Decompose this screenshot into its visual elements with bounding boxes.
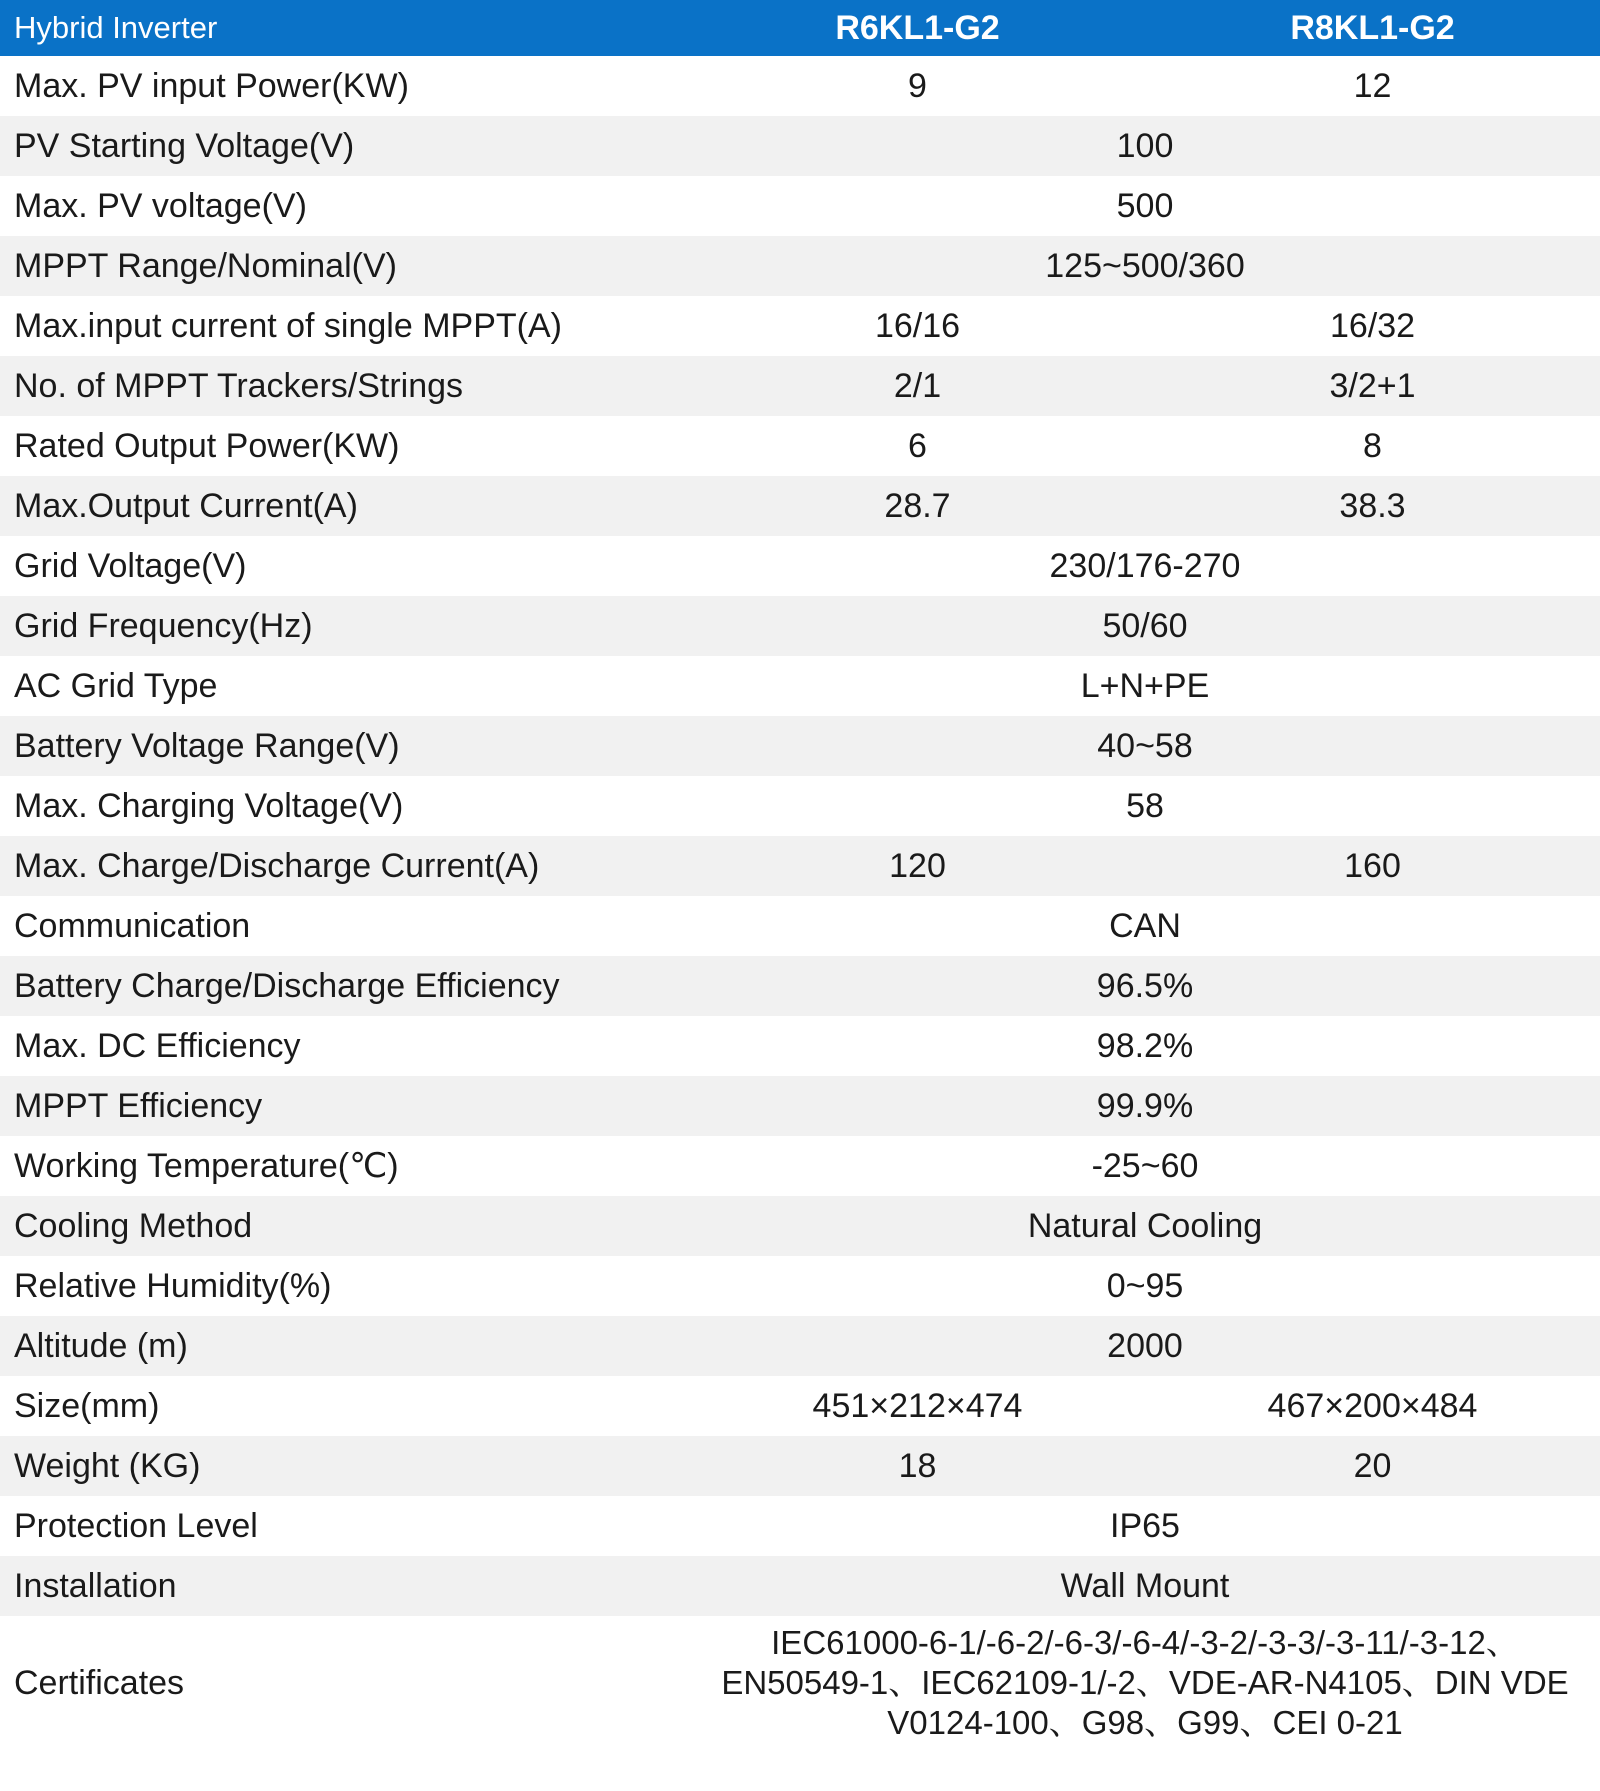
table-row bbox=[0, 176, 1600, 236]
table-row bbox=[0, 776, 1600, 836]
row-label: Working Temperature(℃) bbox=[0, 1136, 690, 1196]
row-value-model-b: 3/2+1 bbox=[1145, 356, 1600, 416]
row-value-model-b: 8 bbox=[1145, 416, 1600, 476]
row-label: Grid Frequency(Hz) bbox=[0, 596, 690, 656]
row-value-shared: 100 bbox=[690, 116, 1600, 176]
row-value-model-a: 16/16 bbox=[690, 296, 1145, 356]
row-label: Grid Voltage(V) bbox=[0, 536, 690, 596]
row-label: Max. PV input Power(KW) bbox=[0, 56, 690, 116]
row-value-shared: 230/176-270 bbox=[690, 536, 1600, 596]
row-value-shared: CAN bbox=[690, 896, 1600, 956]
row-value-model-b: 38.3 bbox=[1145, 476, 1600, 536]
table-row bbox=[0, 896, 1600, 956]
table-row bbox=[0, 1556, 1600, 1616]
row-value-shared: 96.5% bbox=[690, 956, 1600, 1016]
row-value-model-a: 9 bbox=[690, 56, 1145, 116]
row-label: AC Grid Type bbox=[0, 656, 690, 716]
row-label: No. of MPPT Trackers/Strings bbox=[0, 356, 690, 416]
row-label: Communication bbox=[0, 896, 690, 956]
row-label: Size(mm) bbox=[0, 1376, 690, 1436]
table-row bbox=[0, 1496, 1600, 1556]
table-row bbox=[0, 1256, 1600, 1316]
row-label: Protection Level bbox=[0, 1496, 690, 1556]
row-value-shared: 58 bbox=[690, 776, 1600, 836]
row-value-shared: 0~95 bbox=[690, 1256, 1600, 1316]
row-value-model-a: 451×212×474 bbox=[690, 1376, 1145, 1436]
row-value-shared: 500 bbox=[690, 176, 1600, 236]
table-row bbox=[0, 1136, 1600, 1196]
row-value-model-b: 467×200×484 bbox=[1145, 1376, 1600, 1436]
row-label: Max. Charge/Discharge Current(A) bbox=[0, 836, 690, 896]
header-model-b: R8KL1-G2 bbox=[1145, 0, 1600, 56]
row-value-shared: IP65 bbox=[690, 1496, 1600, 1556]
row-label: PV Starting Voltage(V) bbox=[0, 116, 690, 176]
table-row bbox=[0, 476, 1600, 536]
row-label: Max. PV voltage(V) bbox=[0, 176, 690, 236]
row-value-model-a: 120 bbox=[690, 836, 1145, 896]
row-value-model-a: 2/1 bbox=[690, 356, 1145, 416]
row-label: Max.Output Current(A) bbox=[0, 476, 690, 536]
table-row bbox=[0, 596, 1600, 656]
table-row bbox=[0, 716, 1600, 776]
table-row bbox=[0, 536, 1600, 596]
row-value-model-b: 12 bbox=[1145, 56, 1600, 116]
row-value-model-a: 18 bbox=[690, 1436, 1145, 1496]
header-label: Hybrid Inverter bbox=[0, 0, 690, 56]
row-value-shared: IEC61000-6-1/-6-2/-6-3/-6-4/-3-2/-3-3/-3-11/-3-12、EN50549-1、IEC62109-1/-2、VDE-AR-N4105、DIN VDE V0124-100、G98、G99、CEI 0-21 bbox=[690, 1616, 1600, 1750]
header-model-a: R6KL1-G2 bbox=[690, 0, 1145, 56]
row-label: Altitude (m) bbox=[0, 1316, 690, 1376]
row-label: Battery Voltage Range(V) bbox=[0, 716, 690, 776]
row-value-model-a: 6 bbox=[690, 416, 1145, 476]
row-value-shared: 125~500/360 bbox=[690, 236, 1600, 296]
row-label: MPPT Range/Nominal(V) bbox=[0, 236, 690, 296]
row-value-model-a: 28.7 bbox=[690, 476, 1145, 536]
row-value-model-b: 20 bbox=[1145, 1436, 1600, 1496]
row-label: Certificates bbox=[0, 1616, 690, 1750]
table-row bbox=[0, 1316, 1600, 1376]
table-row bbox=[0, 1016, 1600, 1076]
row-value-shared: Natural Cooling bbox=[690, 1196, 1600, 1256]
row-label: MPPT Efficiency bbox=[0, 1076, 690, 1136]
table-row bbox=[0, 1376, 1600, 1436]
table-row bbox=[0, 1196, 1600, 1256]
row-value-model-b: 160 bbox=[1145, 836, 1600, 896]
table-row bbox=[0, 236, 1600, 296]
table-row bbox=[0, 1076, 1600, 1136]
row-label: Max.input current of single MPPT(A) bbox=[0, 296, 690, 356]
row-value-shared: Wall Mount bbox=[690, 1556, 1600, 1616]
row-value-shared: 99.9% bbox=[690, 1076, 1600, 1136]
table-row bbox=[0, 836, 1600, 896]
row-value-shared: 98.2% bbox=[690, 1016, 1600, 1076]
row-label: Installation bbox=[0, 1556, 690, 1616]
row-value-shared: 2000 bbox=[690, 1316, 1600, 1376]
table-row bbox=[0, 356, 1600, 416]
table-row bbox=[0, 296, 1600, 356]
row-label: Weight (KG) bbox=[0, 1436, 690, 1496]
table-row bbox=[0, 956, 1600, 1016]
row-value-shared: 40~58 bbox=[690, 716, 1600, 776]
row-label: Max. Charging Voltage(V) bbox=[0, 776, 690, 836]
row-label: Rated Output Power(KW) bbox=[0, 416, 690, 476]
row-value-model-b: 16/32 bbox=[1145, 296, 1600, 356]
table-header bbox=[0, 0, 1600, 56]
spec-body bbox=[0, 56, 1600, 1750]
table-row bbox=[0, 1616, 1600, 1750]
table-row bbox=[0, 416, 1600, 476]
table-row bbox=[0, 116, 1600, 176]
row-label: Max. DC Efficiency bbox=[0, 1016, 690, 1076]
row-value-shared: 50/60 bbox=[690, 596, 1600, 656]
row-value-shared: -25~60 bbox=[690, 1136, 1600, 1196]
table-row bbox=[0, 56, 1600, 116]
row-label: Relative Humidity(%) bbox=[0, 1256, 690, 1316]
table-row bbox=[0, 1436, 1600, 1496]
row-label: Battery Charge/Discharge Efficiency bbox=[0, 956, 690, 1016]
row-value-shared: L+N+PE bbox=[690, 656, 1600, 716]
row-label: Cooling Method bbox=[0, 1196, 690, 1256]
table-row bbox=[0, 656, 1600, 716]
